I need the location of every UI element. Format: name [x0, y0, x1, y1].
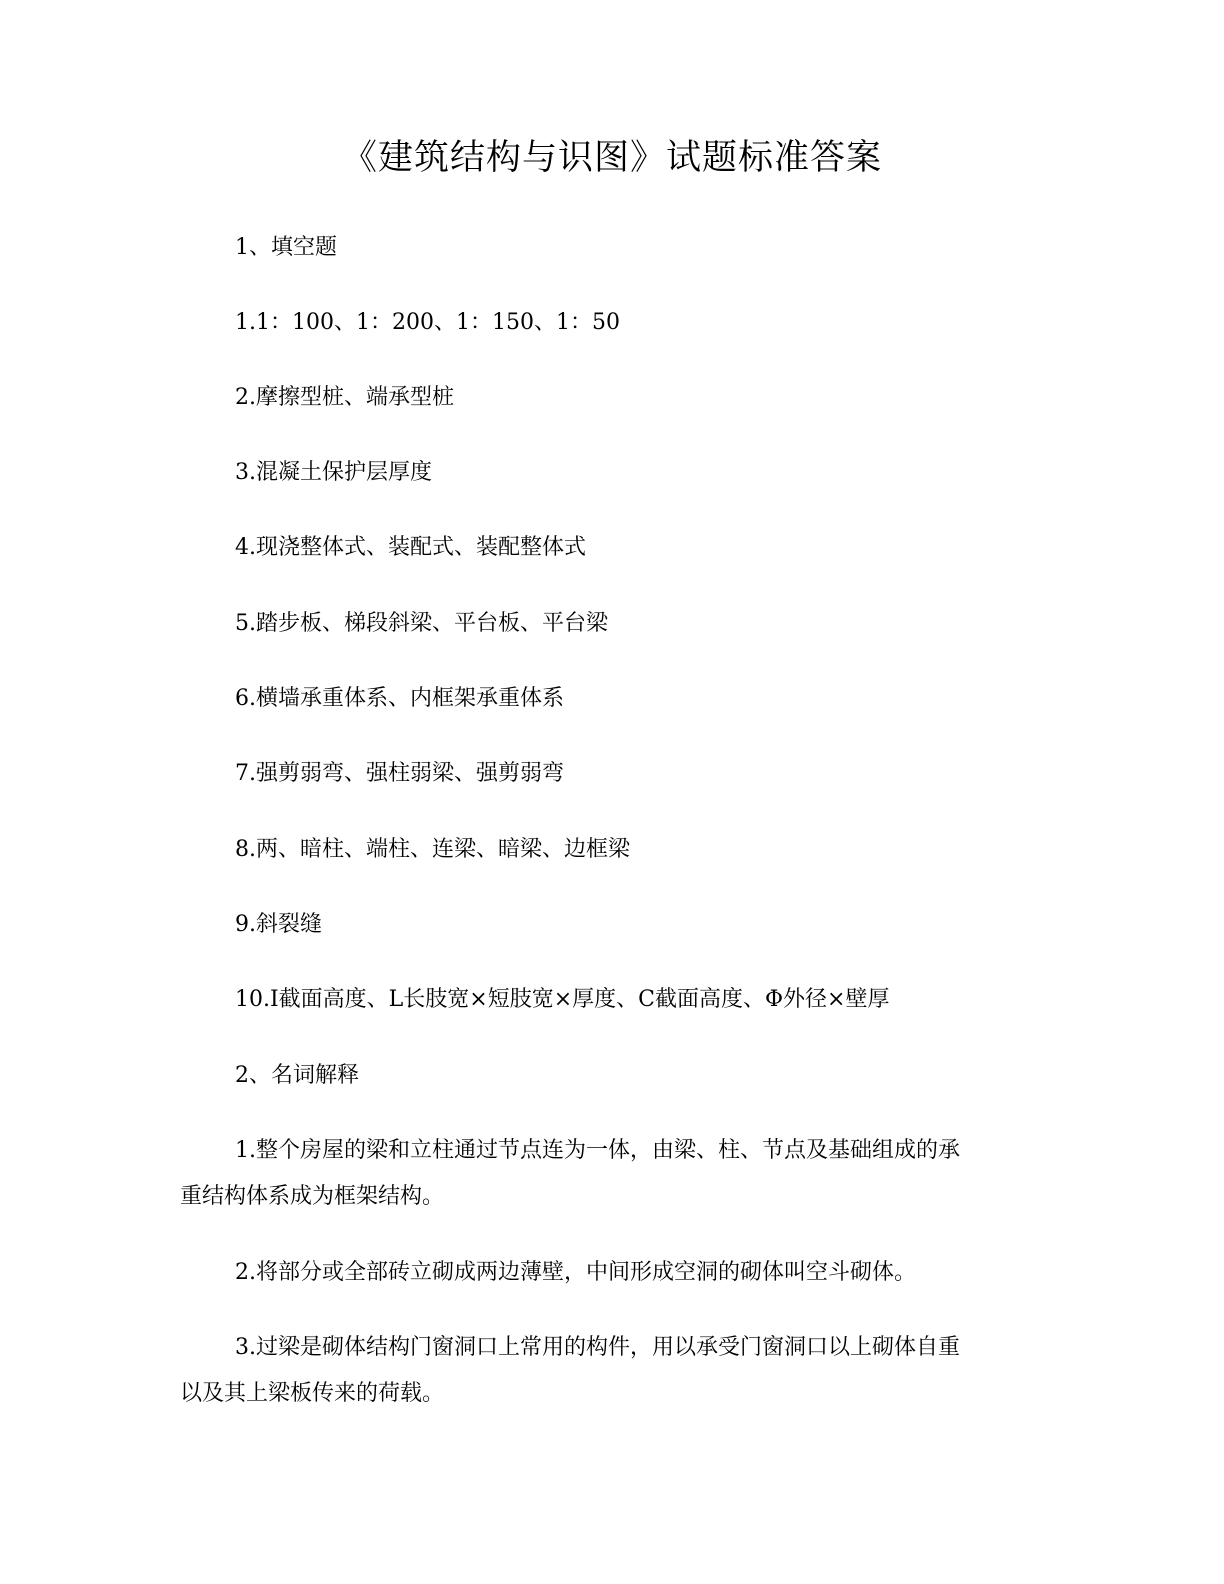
paragraph-line: 2.将部分或全部砖立砌成两边薄壁，中间形成空洞的砌体叫空斗砌体。 [235, 1260, 916, 1285]
answer-item: 9.斜裂缝 [235, 912, 322, 937]
answer-item: 5.踏步板、梯段斜梁、平台板、平台梁 [235, 611, 608, 636]
paragraph-line: 重结构体系成为框架结构。 [180, 1184, 445, 1209]
answer-item: 1.1：100、1：200、1：150、1：50 [235, 310, 620, 335]
definition-paragraph [180, 1325, 1030, 1417]
answer-item: 8.两、暗柱、端柱、连梁、暗梁、边框梁 [235, 837, 630, 862]
answer-item: 4.现浇整体式、装配式、装配整体式 [235, 535, 586, 560]
section-heading-definitions: 2、名词解释 [235, 1063, 359, 1088]
document-title: 《建筑结构与识图》试题标准答案 [341, 138, 882, 178]
section-heading-fill-in: 1、填空题 [235, 235, 337, 260]
paragraph-line: 3.过梁是砌体结构门窗洞口上常用的构件，用以承受门窗洞口以上砌体自重 [235, 1335, 960, 1360]
definition-paragraph [180, 1128, 1030, 1220]
answer-item: 6.横墙承重体系、内框架承重体系 [235, 686, 564, 711]
answer-item: 7.强剪弱弯、强柱弱梁、强剪弱弯 [235, 761, 564, 786]
definition-paragraph [180, 1250, 1030, 1296]
paragraph-line: 1.整个房屋的梁和立柱通过节点连为一体，由梁、柱、节点及基础组成的承 [235, 1138, 960, 1163]
answer-item: 3.混凝土保护层厚度 [235, 460, 432, 485]
paragraph-line: 以及其上梁板传来的荷载。 [180, 1381, 445, 1406]
answer-item: 10.I截面高度、L长肢宽×短肢宽×厚度、C截面高度、Φ外径×壁厚 [235, 987, 890, 1012]
answer-item: 2.摩擦型桩、端承型桩 [235, 385, 454, 410]
